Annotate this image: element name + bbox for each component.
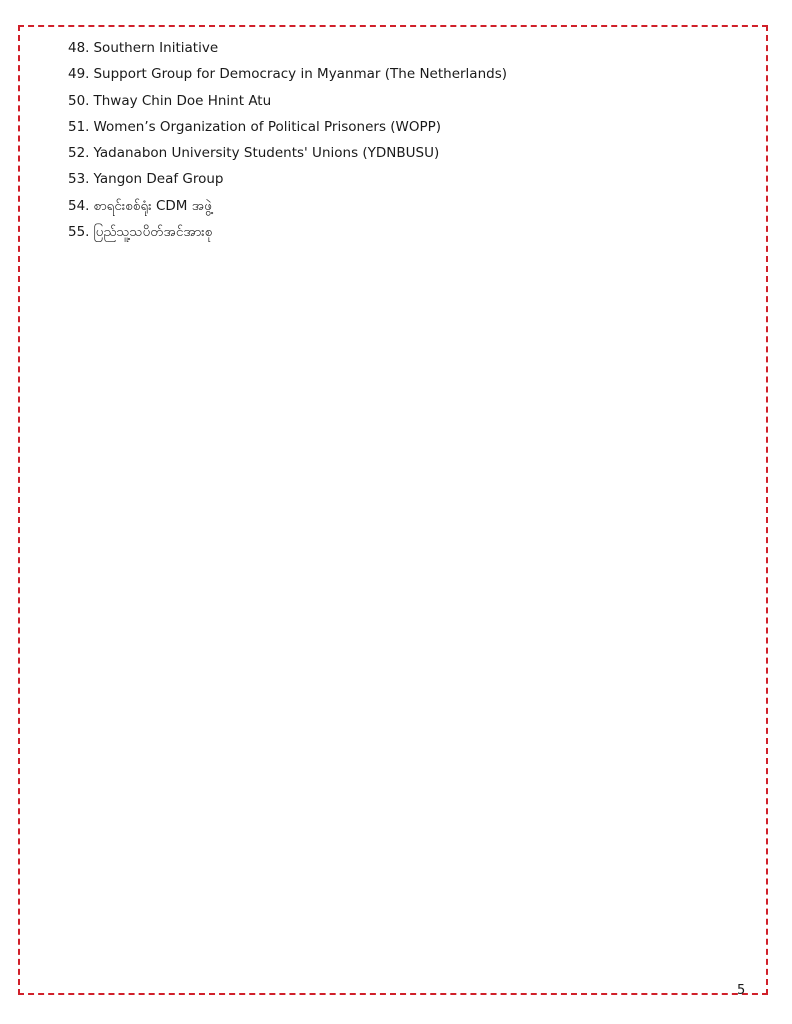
item-name: Thway Chin Doe Hnint Atu [93, 92, 272, 109]
item-number: 53. [68, 171, 90, 188]
organization-list [68, 35, 507, 245]
item-name: Yangon Deaf Group [93, 171, 224, 188]
item-number: 52. [68, 145, 90, 162]
item-number: 54. [68, 197, 90, 214]
item-name: Yadanabon University Students' Unions (YDNBUSU) [93, 145, 440, 162]
item-number: 50. [68, 92, 90, 109]
item-number: 48. [68, 40, 90, 56]
item-name: စာရင်းစစ်ရုံး CDM အဖွဲ့ [93, 197, 212, 214]
page-number: 5 [737, 983, 746, 998]
list-item [68, 166, 507, 192]
list-item [68, 35, 507, 61]
item-name: Southern Initiative [93, 40, 219, 56]
list-item [68, 219, 507, 245]
item-name: Women’s Organization of Political Prisoners (WOPP) [93, 118, 442, 135]
list-item [68, 88, 507, 114]
list-item [68, 61, 507, 87]
item-name: Support Group for Democracy in Myanmar (The Netherlands) [93, 66, 508, 83]
list-item [68, 140, 507, 166]
list-item [68, 114, 507, 140]
item-number: 49. [68, 66, 90, 83]
item-name: ပြည်သူ့သပိတ်အင်အားစု [93, 224, 213, 241]
list-item [68, 193, 507, 219]
item-number: 51. [68, 118, 90, 135]
item-number: 55. [68, 224, 90, 241]
